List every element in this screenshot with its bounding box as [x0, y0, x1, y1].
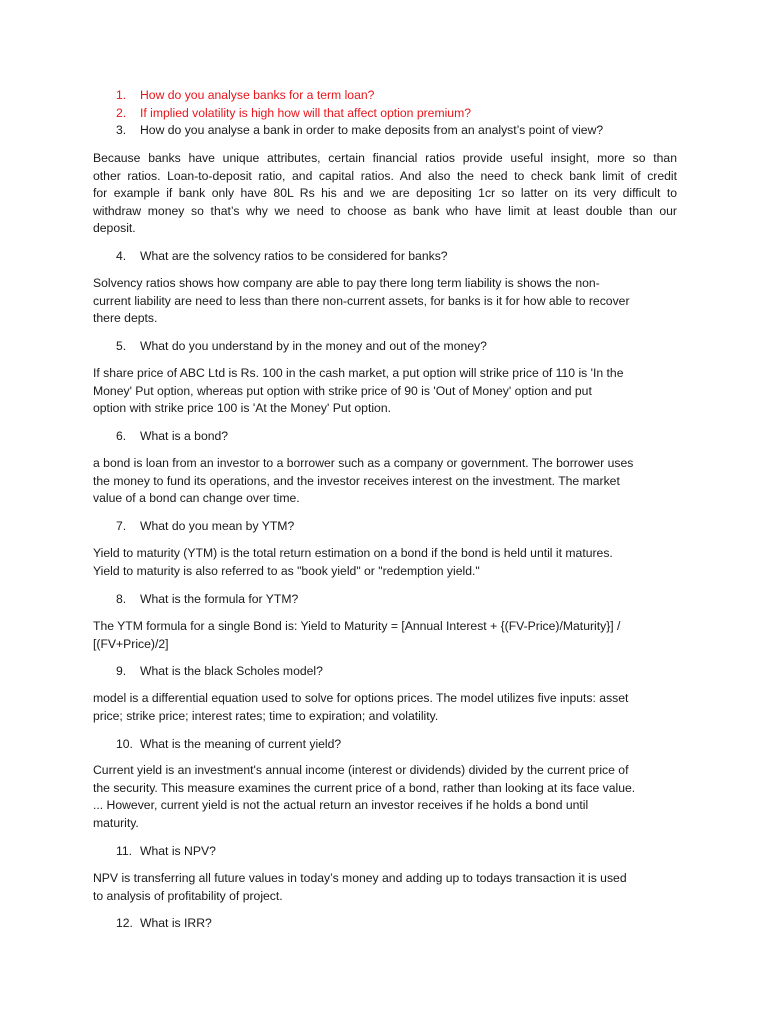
- question-text: What is the formula for YTM?: [140, 592, 299, 606]
- answer-line: NPV is transferring all future values in today’s money and adding up to todays transaction it is used: [93, 871, 627, 885]
- question-number: 4.: [116, 249, 127, 263]
- question-3: [116, 122, 603, 140]
- answer-5: [93, 365, 677, 418]
- question-text: How do you analyse banks for a term loan?: [140, 88, 375, 102]
- answer-line: there depts.: [93, 311, 158, 326]
- question-text: If implied volatility is high how will that affect option premium?: [140, 106, 472, 120]
- question-number: 11.: [116, 844, 133, 858]
- question-number: 9.: [116, 664, 127, 678]
- answer-7: [93, 545, 677, 580]
- answer-line: Current yield is an investment's annual income (interest or dividends) divided by the current price of: [93, 763, 629, 777]
- answer-line: Solvency ratios shows how company are able to pay there long term liability is shows the non-: [93, 276, 600, 290]
- question-4: [116, 248, 448, 266]
- question-number: 2.: [116, 106, 127, 120]
- question-number: 6.: [116, 429, 127, 443]
- question-text: What is the meaning of current yield?: [140, 737, 342, 751]
- question-text: What is NPV?: [140, 844, 216, 858]
- answer-line: If share price of ABC Ltd is Rs. 100 in the cash market, a put option will strike price of 110 is 'In the: [93, 366, 624, 380]
- question-number: 1.: [116, 88, 127, 102]
- answer-line: [(FV+Price)/2]: [93, 636, 169, 651]
- answer-10: [93, 762, 677, 832]
- question-12: [116, 915, 212, 933]
- question-7: [116, 518, 294, 536]
- question-1: [116, 87, 374, 105]
- answer-line: the security. This measure examines the current price of a bond, rather than looking at its face value.: [93, 780, 636, 795]
- question-9: [116, 663, 323, 681]
- question-11: [116, 843, 216, 861]
- question-10: [116, 736, 341, 754]
- answer-line: withdraw money so that’s why we need to choose as bank who have limit at least double than our: [93, 203, 677, 218]
- question-text: What do you mean by YTM?: [140, 519, 295, 533]
- answer-line: option with strike price 100 is 'At the Money' Put option.: [93, 401, 391, 416]
- answer-line: current liability are need to less than there non-current assets, for banks is it for how able to recover: [93, 293, 630, 308]
- question-text: What is IRR?: [140, 916, 212, 930]
- answer-11: [93, 870, 677, 905]
- answer-line: deposit.: [93, 221, 136, 236]
- question-number: 5.: [116, 339, 127, 353]
- question-text: How do you analyse a bank in order to make deposits from an analyst’s point of view?: [140, 123, 604, 137]
- answer-line: model is a differential equation used to solve for options prices. The model utilizes five inputs: asset: [93, 691, 629, 705]
- question-number: 12.: [116, 916, 133, 930]
- answer-8: [93, 618, 677, 653]
- answer-line: Money' Put option, whereas put option with strike price of 90 is 'Out of Money' option and put: [93, 383, 592, 398]
- answer-line: maturity.: [93, 815, 139, 830]
- answer-line: value of a bond can change over time.: [93, 491, 300, 506]
- answer-line: other ratios. Loan-to-deposit ratio, and capital ratios. And also the need to check bank limit of credit: [93, 168, 677, 183]
- answer-line: Because banks have unique attributes, certain financial ratios provide useful insight, more so than: [93, 151, 677, 165]
- question-number: 3.: [116, 123, 127, 137]
- question-5: [116, 338, 487, 356]
- answer-3: [93, 150, 677, 238]
- question-6: [116, 428, 228, 446]
- answer-line: to analysis of profitability of project.: [93, 888, 283, 903]
- question-number: 7.: [116, 519, 127, 533]
- answer-line: the money to fund its operations, and the investor receives interest on the investment. The market: [93, 473, 620, 488]
- answer-line: The YTM formula for a single Bond is: Yield to Maturity = [Annual Interest + {(FV-Price)/Maturity}] /: [93, 619, 621, 633]
- answer-line: for example if bank only have 80L Rs his and we are depositing 1cr so latter on its very difficult to: [93, 186, 677, 201]
- question-text: What is a bond?: [140, 429, 229, 443]
- question-number: 10.: [116, 737, 133, 751]
- answer-line: ... However, current yield is not the actual return an investor receives if he holds a bond until: [93, 798, 589, 813]
- question-8: [116, 591, 298, 609]
- question-number: 8.: [116, 592, 127, 606]
- answer-4: [93, 275, 677, 328]
- question-text: What are the solvency ratios to be considered for banks?: [140, 249, 448, 263]
- answer-line: a bond is loan from an investor to a borrower such as a company or government. The borrower uses: [93, 456, 634, 470]
- answer-line: price; strike price; interest rates; time to expiration; and volatility.: [93, 708, 439, 723]
- answer-line: Yield to maturity (YTM) is the total return estimation on a bond if the bond is held until it matures.: [93, 546, 613, 560]
- answer-6: [93, 455, 677, 508]
- question-text: What do you understand by in the money and out of the money?: [140, 339, 487, 353]
- answer-9: [93, 690, 677, 725]
- answer-line: Yield to maturity is also referred to as "book yield" or "redemption yield.": [93, 563, 480, 578]
- question-text: What is the black Scholes model?: [140, 664, 323, 678]
- question-2: [116, 105, 471, 123]
